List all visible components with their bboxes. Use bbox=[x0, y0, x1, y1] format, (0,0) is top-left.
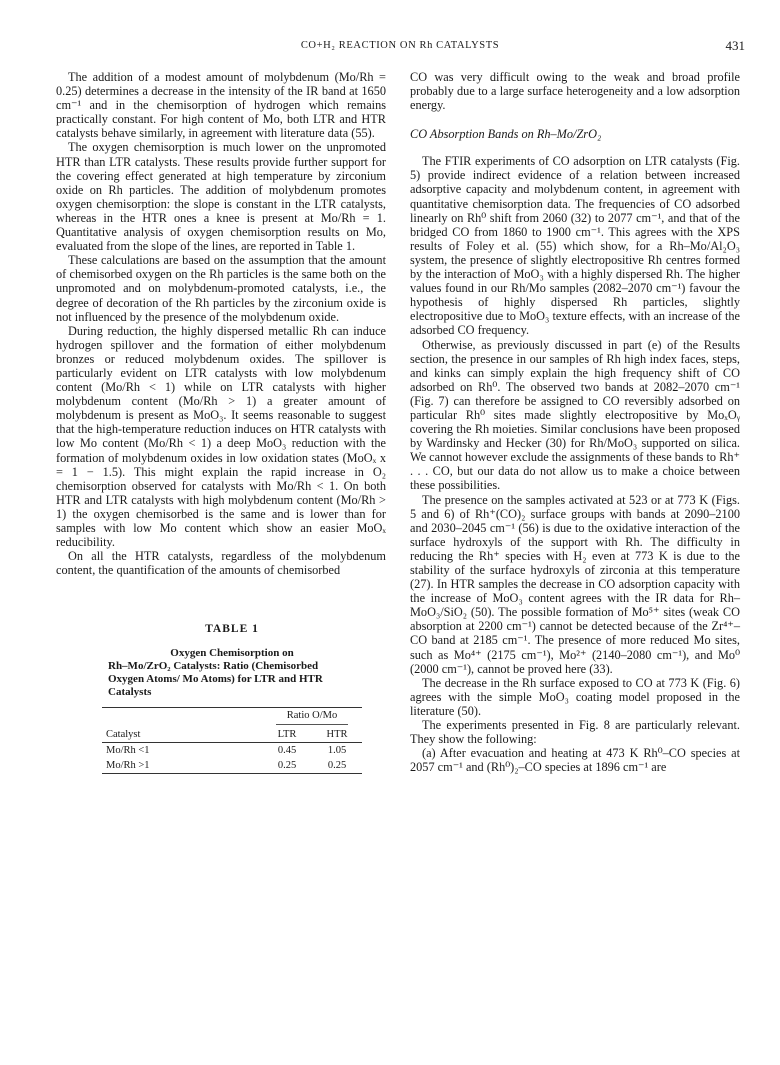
cell-catalyst: Mo/Rh >1 bbox=[102, 758, 262, 774]
paragraph: The presence on the samples activated at 523 or at 773 K (Figs. 5 and 6) of Rh⁺(CO)₂ surface groups with bands at 2090–2100 and 2030–2045 cm⁻¹ (56) is due to the oxidative interaction of the surface hydroxyls of the support with Rh. The difficulty in reducing the Rh⁺ species with H₂ even at 773 K is due to the stability of the surface hydroxyls of zirconia at this temperature (27). In HTR samples the decrease in CO adsorption capacity with the increase of MoO₃ content agrees with the IR data for Rh–MoO₃/SiO₂ (50). The possible formation of Mo⁵⁺ sites (weak CO absorption at 2200 cm⁻¹) cannot be detected because of the Zr⁴⁺–CO band at 2185 cm⁻¹. The presence of more reduced Mo sites, such as Mo⁴⁺ (2175 cm⁻¹), Mo²⁺ (2140–2080 cm⁻¹), and Mo⁰ (2000 cm⁻¹), cannot be proved here (33). bbox=[410, 492, 740, 676]
paragraph: Otherwise, as previously discussed in part (e) of the Results section, the presence in our samples of Rh high index faces, steps, and kinks can simply explain the high frequency shift of CO adsorbed on Rh⁰. The observed two bands at 2082–2070 cm⁻¹ (Fig. 7) can therefore be assigned to CO reversibly adsorbed on particular Rh⁰ sites made slightly electropositive by MoₓOᵧ covering the Rh moieties. Similar conclusions have been proposed by Wardinsky and Hecker (30) for Rh/MoO₃ supported on silica. We cannot however exclude the assignments of these bands to Rh⁺ . . . CO, but our data do not allow us to make a choice between these possibilities. bbox=[410, 337, 740, 493]
right-column bbox=[410, 70, 740, 774]
table-caption-rest: Rh–Mo/ZrO₂ Catalysts: Ratio (Chemisorbed Oxygen Atoms/ Mo Atoms) for LTR and HTR Catalysts bbox=[108, 660, 323, 699]
col-header-ltr: LTR bbox=[262, 727, 312, 743]
ratio-header bbox=[262, 708, 362, 728]
paragraph: During reduction, the highly dispersed metallic Rh can induce hydrogen spillover and the formation of either molybdenum bronzes or reduced molybdenum oxides. The spillover is particularly evident on LTR catalysts with low molybdenum content (Mo/Rh < 1) while on LTR catalysts with higher molybdenum content (Mo/Rh > 1) a greater amount of molybdenum is present as MoO₃. It seems reasonable to suggest that the high-temperature reduction induces on HTR catalysts with low Mo content (Mo/Rh < 1) a deep MoO₃ reduction with the formation of molybdenum oxides in low oxidation states (MoOₓ x = 1 − 1.5). This might explain the rapid increase in O₂ chemisorption observed for catalysts with Mo/Rh < 1. On both HTR and LTR catalysts with high molybdenum content (Mo/Rh > 1) the oxygen chemisorbed is the same and is lower than for samples with low Mo content which show an easier MoOₓ reducibility. bbox=[56, 323, 386, 550]
paragraph: The decrease in the Rh surface exposed to CO at 773 K (Fig. 6) agrees with the simple MoO₃ coating model proposed in the literature (50). bbox=[410, 675, 740, 718]
paragraph: The FTIR experiments of CO adsorption on LTR catalysts (Fig. 5) provide indirect evidence of a relation between increased adsorptive capacity and molybdenum content, in agreement with quantitative chemisorption data. The frequencies of CO adsorbed linearly on Rh⁰ shift from 2060 (32) to 2077 cm⁻¹, and that of the bridged CO from 1860 to 1900 cm⁻¹. This agrees with the XPS results of Foley et al. (55) which show, for a Rh–Mo/Al₂O₃ system, the presence of slightly electropositive Rh centres formed by the interaction of MoO₃ with a highly dispersed Rh. The higher values found in our Rh/Mo samples (2082–2070 cm⁻¹) favour the hypothesis of highly dispersed Rh particles, slightly electropositive due to MoO₃ texture effects, with an increase of the adsorbed CO frequency. bbox=[410, 154, 740, 338]
paragraph: These calculations are based on the assumption that the amount of chemisorbed oxygen on the Rh particles is the same both on the unpromoted and on molybdenum-promoted catalysts, i.e., the degree of decoration of the Rh particles by the zirconium oxide is not influenced by the presence of the molybdenum oxide. bbox=[56, 253, 386, 324]
paragraph: CO was very difficult owing to the weak and broad profile probably due to a large surface heterogeneity and a low adsorption energy. bbox=[410, 70, 740, 113]
cell-catalyst: Mo/Rh <1 bbox=[106, 745, 150, 757]
col-header-catalyst: Catalyst bbox=[102, 727, 262, 743]
paragraph: The addition of a modest amount of molybdenum (Mo/Rh = 0.25) determines a decrease in the intensity of the IR band at 1650 cm⁻¹ and in the chemisorption of hydrogen which remains practically constant. For high content of Mo, both LTR and HTR catalysts behave similarly, in agreement with literature data (55). bbox=[56, 70, 386, 141]
table-row bbox=[102, 758, 362, 774]
cell-ltr: 0.45 bbox=[277, 745, 297, 757]
left-column bbox=[56, 70, 386, 774]
table-caption-line1: Oxygen Chemisorption on bbox=[170, 647, 294, 660]
cell-ltr: 0.25 bbox=[262, 758, 312, 774]
paragraph: On all the HTR catalysts, regardless of the molybdenum content, the quantification of the amounts of chemisorbed bbox=[56, 549, 386, 578]
ratio-header-label: Ratio O/Mo bbox=[286, 710, 338, 722]
col-header-htr: HTR bbox=[312, 727, 362, 743]
page-header bbox=[55, 38, 745, 54]
table-1 bbox=[102, 623, 362, 774]
paragraph: (a) After evacuation and heating at 473 K Rh⁰–CO species at 2057 cm⁻¹ and (Rh⁰)₂–CO species at 1896 cm⁻¹ are bbox=[410, 746, 740, 775]
page-number: 431 bbox=[725, 38, 745, 53]
table-row bbox=[102, 743, 362, 759]
table-caption bbox=[108, 647, 356, 699]
running-title: CO+H₂ REACTION ON Rh CATALYSTS bbox=[300, 40, 500, 51]
cell-htr: 1.05 bbox=[327, 745, 347, 757]
paragraph: The oxygen chemisorption is much lower on the unpromoted HTR than LTR catalysts. These results provide further support for the covering effect generated at high temperature by zirconium oxide on Rh particles. The addition of molybdenum promotes oxygen chemisorption: the slope is constant in the LTR catalysts, whereas in the HTR ones a knee is present at Mo/Rh = 1. Quantitative analysis of oxygen chemisorption results on Mo, evaluated from the slope of the lines, are reported in Table 1. bbox=[56, 140, 386, 254]
paragraph: The experiments presented in Fig. 8 are particularly relevant. They show the following: bbox=[410, 718, 740, 747]
data-table bbox=[102, 707, 362, 774]
table-title: TABLE 1 bbox=[205, 623, 259, 636]
cell-htr: 0.25 bbox=[312, 758, 362, 774]
section-heading: CO Absorption Bands on Rh–Mo/ZrO₂ bbox=[410, 127, 602, 142]
